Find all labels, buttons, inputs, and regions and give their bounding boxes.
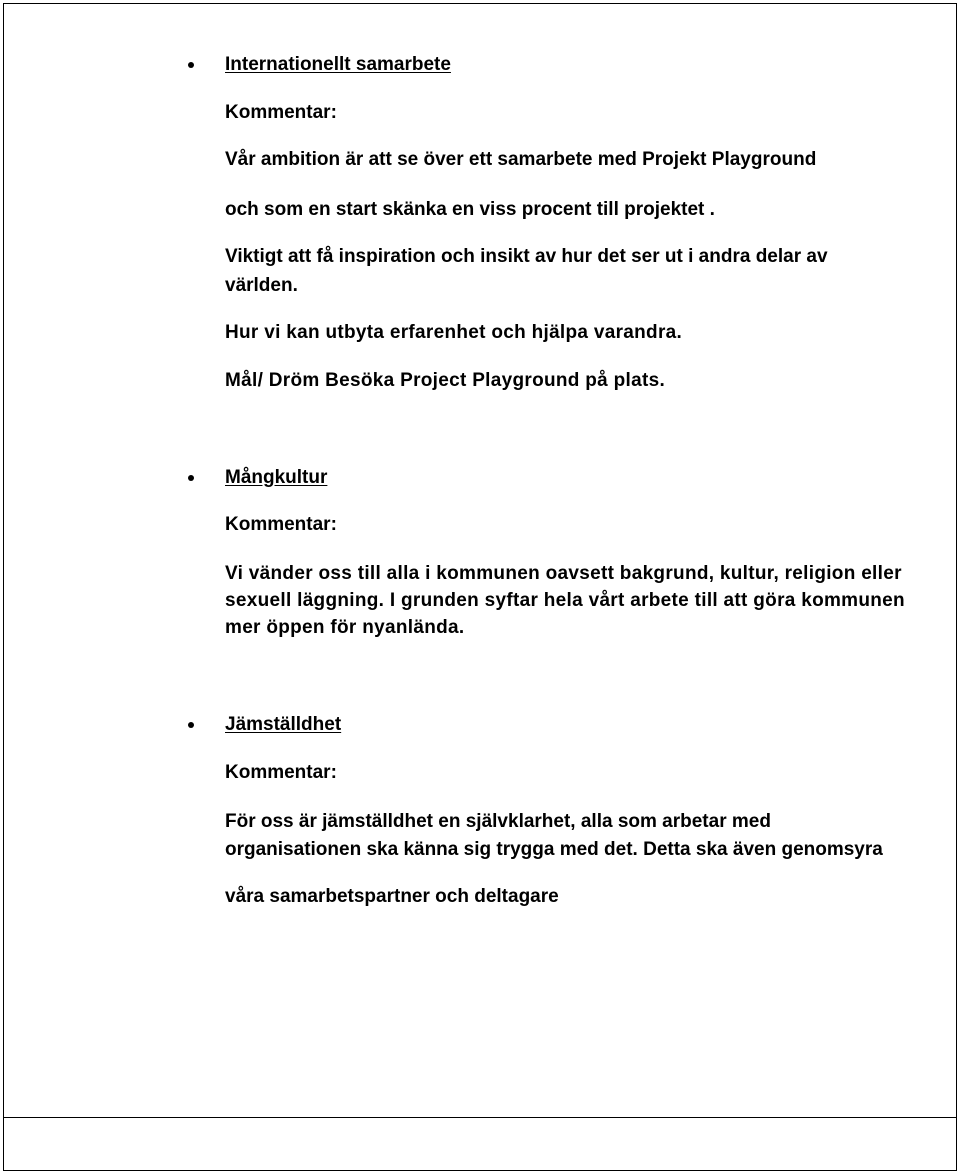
comment-text-line: Mål/ Dröm Besöka Project Playground på plats. xyxy=(225,370,666,391)
bullet-icon xyxy=(188,62,194,68)
comment-text-line: Vi vänder oss till alla i kommunen oavsett bakgrund, kultur, religion eller xyxy=(225,563,902,584)
comment-label: Kommentar: xyxy=(225,762,337,783)
comment-text-line: organisationen ska känna sig trygga med det. Detta ska även genomsyra xyxy=(225,839,883,860)
comment-text-line: mer öppen för nyanlända. xyxy=(225,617,465,638)
comment-text-line: och som en start skänka en viss procent till projektet . xyxy=(225,199,715,220)
bullet-icon xyxy=(188,722,194,728)
comment-text-line: världen. xyxy=(225,275,298,296)
comment-label: Kommentar: xyxy=(225,102,337,123)
comment-text-line: Hur vi kan utbyta erfarenhet och hjälpa varandra. xyxy=(225,322,683,343)
comment-text-line: Viktigt att få inspiration och insikt av hur det ser ut i andra delar av xyxy=(225,246,828,267)
bullet-icon xyxy=(188,475,194,481)
comment-text-line: För oss är jämställdhet en självklarhet, alla som arbetar med xyxy=(225,811,771,832)
comment-text-line: sexuell läggning. I grunden syftar hela vårt arbete till att göra kommunen xyxy=(225,590,905,611)
section-heading: Mångkultur xyxy=(225,467,328,488)
footer-divider xyxy=(3,1117,957,1118)
section-heading: Jämställdhet xyxy=(225,714,342,735)
comment-text-line: Vår ambition är att se över ett samarbete med Projekt Playground xyxy=(225,149,817,170)
page-frame xyxy=(3,3,957,1171)
comment-text-line: våra samarbetspartner och deltagare xyxy=(225,886,559,907)
comment-label: Kommentar: xyxy=(225,514,337,535)
section-heading: Internationellt samarbete xyxy=(225,54,451,75)
